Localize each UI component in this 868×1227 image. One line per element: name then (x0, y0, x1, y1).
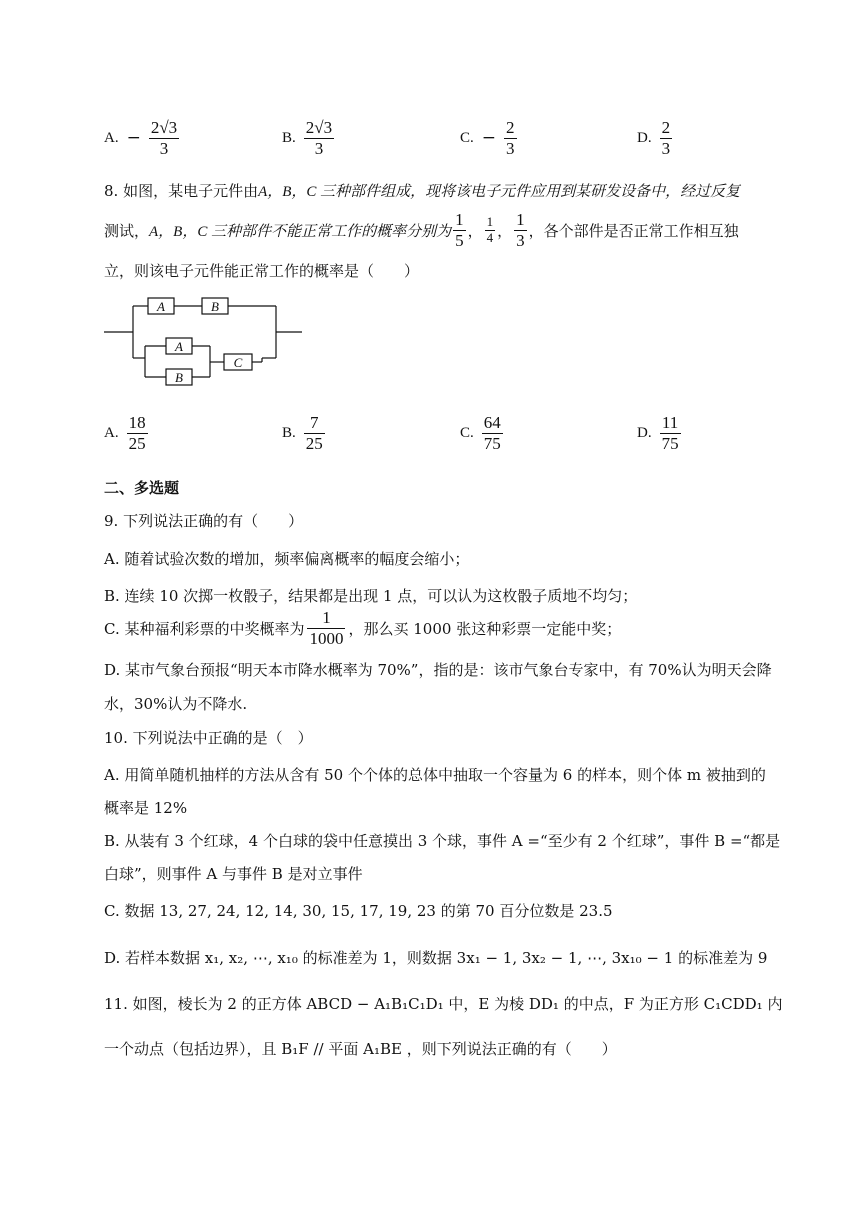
option-fraction (504, 118, 517, 158)
q9-option-d-line1: D. 某市气象台预报“明天本市降水概率为 70%”，指的是：该市气象台专家中，有 70%认为明天会降 (104, 661, 772, 679)
option-fraction (304, 118, 334, 158)
option-label: C. (460, 129, 474, 146)
label-b-top: B (211, 299, 219, 314)
q9-option-a: A. 随着试验次数的增加，频率偏离概率的幅度会缩小； (104, 550, 470, 568)
q8-line-3: 立，则该电子元件能正常工作的概率是（ ） (104, 262, 420, 280)
q7-option-b (282, 118, 334, 158)
option-label: D. (637, 129, 652, 146)
q9-option-c (104, 608, 621, 648)
q9-text: ，那么买 1000 张这种彩票一定能中奖； (348, 619, 622, 638)
fraction-denominator: 5 (455, 230, 464, 250)
label-a-top: A (157, 299, 165, 314)
fraction-numerator: 11 (660, 413, 681, 434)
q10-option-a-line1: A. 用简单随机抽样的方法从含有 50 个个体的总体中抽取一个容量为 6 的样本，则个体 m 被抽到的 (104, 766, 766, 784)
fraction-denominator: 3 (506, 138, 515, 158)
fraction-numerator: 7 (304, 413, 325, 434)
option-fraction (304, 413, 325, 453)
q8-option-a (104, 413, 148, 453)
fraction-numerator: 1 (307, 608, 345, 629)
q8-text: ，各个部件是否正常工作相互独 (528, 221, 739, 240)
prob-c-fraction (514, 210, 527, 250)
q9-fraction (307, 608, 345, 648)
q8-text: 8. 如图，某电子元件由 (104, 182, 259, 200)
fraction-numerator: 2√3 (150, 118, 178, 137)
prob-b-fraction (485, 215, 496, 246)
fraction-numerator: 1 (455, 210, 464, 229)
option-label: B. (282, 129, 296, 146)
fraction-numerator: 2√3 (305, 118, 333, 137)
fraction-numerator: 1 (516, 210, 525, 229)
q11-line-2: 一个动点（包括边界），且 B₁F // 平面 A₁BE ，则下列说法正确的有（ ） (104, 1040, 617, 1058)
fraction-numerator: 18 (128, 413, 146, 432)
q11-line-1: 11. 如图，棱长为 2 的正方体 ABCD − A₁B₁C₁D₁ 中，E 为棱 DD₁ 的中点，F 为正方形 C₁CDD₁ 内 (104, 995, 783, 1013)
option-fraction (149, 118, 179, 158)
q8-text: A，B，C 三种部件组成，现将该电子元件应用到某研发设备中，经过反复 (258, 184, 741, 200)
fraction-denominator: 4 (486, 229, 494, 245)
fraction-denominator: 75 (661, 433, 679, 453)
fraction-numerator: 1 (486, 213, 494, 229)
option-sign: − (126, 128, 141, 149)
option-fraction (660, 413, 681, 453)
fraction-numerator: 2 (506, 118, 515, 137)
section-heading: 二、多选题 (104, 479, 180, 497)
q9-stem: 9. 下列说法正确的有（ ） (104, 512, 304, 530)
q9-option-d-line2: 水，30%认为不降水. (104, 695, 248, 713)
option-fraction (482, 413, 503, 453)
q10-stem: 10. 下列说法中正确的是（ ） (104, 729, 313, 747)
q8-line-2: 测试， A，B，C 三种部件不能正常工作的概率分别为 $\frac{1}{5}$ ， $\frac{1}{4}$ ， $\frac{1}{3}$ ，各个部件是否正常工作相互独 (104, 210, 739, 250)
option-label: B. (282, 424, 296, 441)
q10-option-b-line2: 白球”，则事件 A 与事件 B 是对立事件 (104, 865, 363, 883)
q8-text: 测试， (104, 221, 150, 240)
option-label: A. (104, 129, 119, 146)
q9-text: C. 某种福利彩票的中奖概率为 (104, 619, 305, 638)
option-label: C. (460, 424, 474, 441)
q9-option-b: B. 连续 10 次掷一枚骰子，结果都是出现 1 点，可以认为这枚骰子质地不均匀； (104, 587, 638, 605)
q8-option-b (282, 413, 325, 453)
q7-option-a (104, 118, 179, 158)
label-a-bottom: A (175, 339, 183, 354)
option-label: A. (104, 424, 119, 441)
q8-option-c (460, 413, 503, 453)
fraction-numerator: 64 (483, 413, 501, 432)
option-label: D. (637, 424, 652, 441)
label-c: C (233, 355, 243, 370)
fraction-denominator: 75 (483, 433, 501, 453)
option-fraction (660, 118, 673, 158)
q7-option-c (460, 118, 517, 158)
fraction-numerator: 2 (661, 118, 671, 137)
fraction-denominator: 3 (314, 138, 324, 158)
fraction-denominator: 3 (516, 230, 525, 250)
q10-option-c: C. 数据 13, 27, 24, 12, 14, 30, 15, 17, 19, 23 的第 70 百分位数是 23.5 (104, 902, 613, 920)
q10-option-d: D. 若样本数据 x₁, x₂, ⋯, x₁₀ 的标准差为 1，则数据 3x₁ − 1, 3x₂ − 1, ⋯, 3x₁₀ − 1 的标准差为 9 (104, 949, 768, 967)
fraction-denominator: 1000 (309, 628, 344, 648)
q8-line-1 (104, 180, 740, 201)
fraction-denominator: 3 (661, 138, 671, 158)
label-b-bottom: B (175, 370, 183, 385)
q8-option-d (637, 413, 681, 453)
fraction-denominator: 25 (305, 433, 323, 453)
q8-text: A，B，C 三种部件不能正常工作的概率分别为 (149, 223, 452, 240)
q7-option-d (637, 118, 672, 158)
prob-a-fraction (453, 210, 466, 250)
fraction-denominator: 25 (128, 433, 146, 453)
option-sign: − (481, 128, 497, 149)
option-fraction (127, 413, 148, 453)
fraction-denominator: 3 (159, 138, 169, 158)
q10-option-b-line1: B. 从装有 3 个红球，4 个白球的袋中任意摸出 3 个球，事件 A =“至少有 2 个红球”，事件 B =“都是 (104, 832, 781, 850)
q10-option-a-line2: 概率是 12% (104, 799, 188, 817)
circuit-diagram (100, 290, 310, 390)
